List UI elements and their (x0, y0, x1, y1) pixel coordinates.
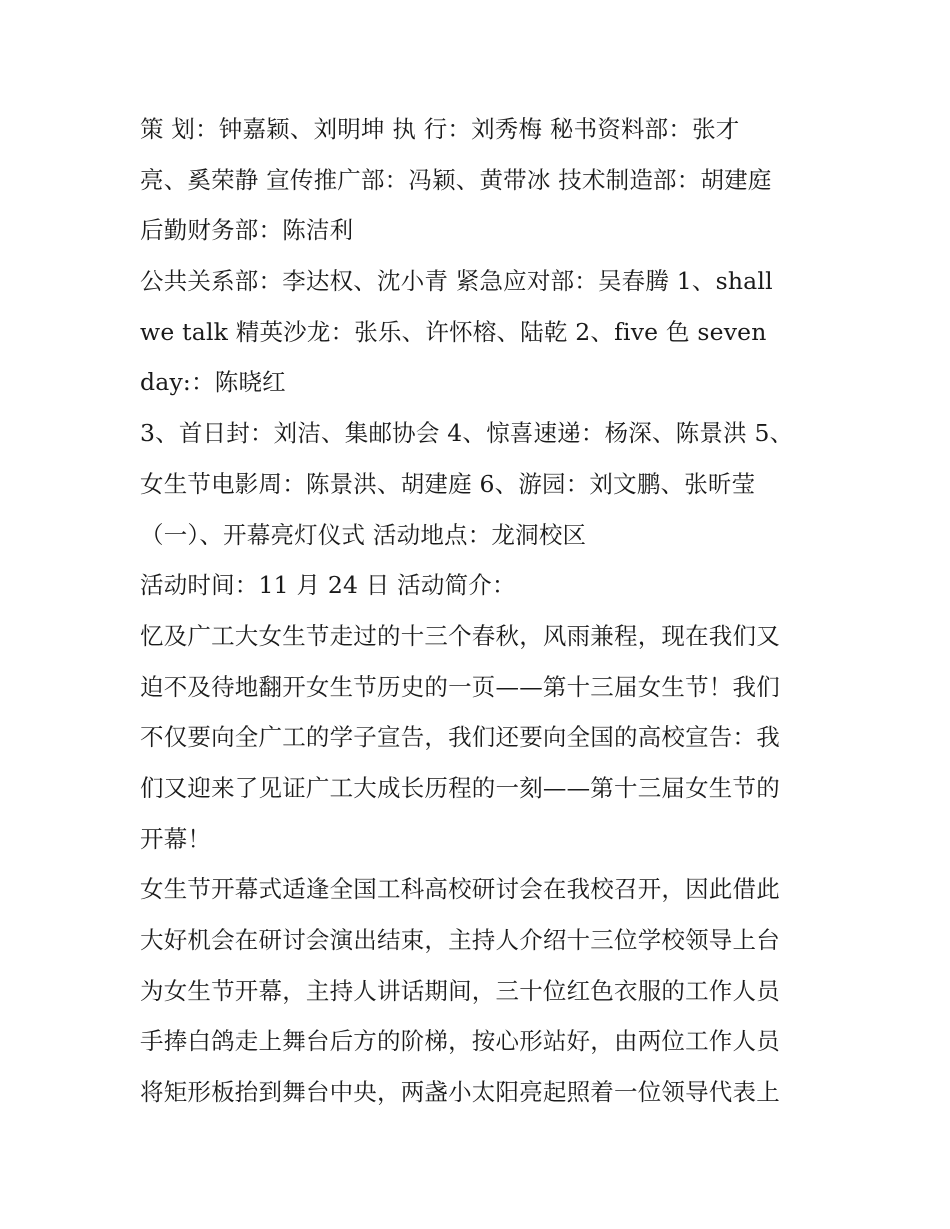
paragraph-1-line-4: 们又迎来了见证广工大成长历程的一刻——第十三届女生节的 (140, 773, 780, 802)
text-line-staff-1: 策 划：钟嘉颖、刘明坤 执 行：刘秀梅 秘书资料部：张才 (140, 115, 740, 143)
paragraph-2-line-4: 手捧白鸽走上舞台后方的阶梯，按心形站好，由两位工作人员 (140, 1027, 780, 1056)
section-heading-opening: （一）、开幕亮灯仪式 活动地点：龙洞校区 (140, 520, 587, 549)
paragraph-2-line-1: 女生节开幕式适逢全国工科高校研讨会在我校召开，因此借此 (140, 875, 780, 904)
text-line-staff-4: 公共关系部：李达权、沈小青 紧急应对部：吴春腾 1、shall (140, 267, 773, 296)
text-line-time: 活动时间：11 月 24 日 活动简介： (140, 571, 516, 600)
text-line-staff-8: 女生节电影周：陈景洪、胡建庭 6、游园：刘文鹏、张昕莹 (140, 469, 756, 498)
document-body (140, 104, 820, 1118)
paragraph-1-line-5: 开幕！ (140, 824, 212, 853)
text-line-staff-3: 后勤财务部：陈洁利 (140, 216, 354, 245)
paragraph-1-line-1: 忆及广工大女生节走过的十三个春秋，风雨兼程，现在我们又 (140, 621, 780, 650)
paragraph-1-line-3: 不仅要向全广工的学子宣告，我们还要向全国的高校宣告：我 (140, 723, 780, 752)
paragraph-2-line-2: 大好机会在研讨会演出结束，主持人介绍十三位学校领导上台 (140, 926, 780, 954)
text-line-staff-7: 3、首日封：刘洁、集邮协会 4、惊喜速递：杨深、陈景洪 5、 (140, 419, 794, 448)
paragraph-2-line-3: 为女生节开幕，主持人讲话期间，三十位红色衣服的工作人员 (140, 976, 780, 1005)
text-line-staff-2: 亮、奚荣静 宣传推广部：冯颖、黄带冰 技术制造部：胡建庭 (140, 165, 772, 194)
text-line-staff-6: day:：陈晓红 (140, 368, 286, 397)
text-line-staff-5: we talk 精英沙龙：张乐、许怀榕、陆乾 2、five 色 seven (140, 317, 767, 346)
paragraph-2-line-5: 将矩形板抬到舞台中央，两盏小太阳亮起照着一位领导代表上 (140, 1078, 780, 1107)
paragraph-1-line-2: 迫不及待地翻开女生节历史的一页——第十三届女生节！我们 (140, 672, 780, 701)
